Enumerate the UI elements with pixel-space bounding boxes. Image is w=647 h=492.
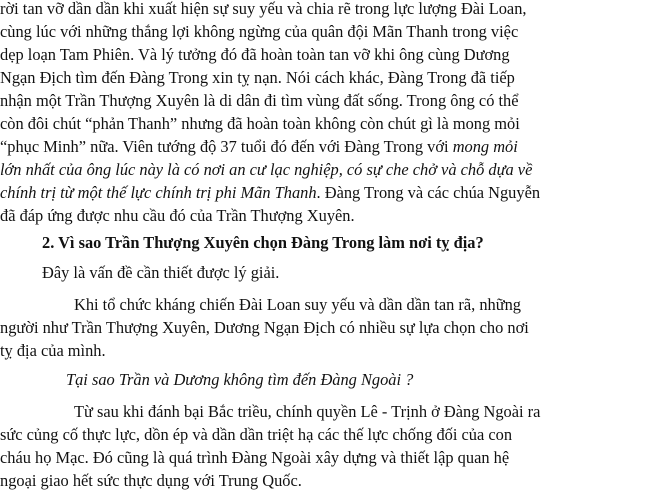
text-line [0,136,647,158]
text-line: ngoại giao hết sức thực dụng với Trung Quốc. [0,471,302,490]
text-line [0,182,647,204]
text-line: còn đôi chút “phản Thanh” nhưng đã hoàn toàn không còn chút gì là mong mỏi [0,114,520,133]
text-line: người như Trần Thượng Xuyên, Dương Ngạn Địch có nhiều sự lựa chọn cho nơi [0,318,529,337]
text-line: Từ sau khi đánh bại Bắc triều, chính quyền Lê - Trịnh ở Đàng Ngoài ra [74,402,541,421]
text-line: rời tan vỡ dần dần khi xuất hiện sự suy yếu và chia rẽ trong lực lượng Đài Loan, [0,0,527,18]
text-line: nhận một Trần Thượng Xuyên là di dân đi tìm vùng đất sống. Trong ông có thể [0,91,519,110]
text-line: cháu họ Mạc. Đó cũng là quá trình Đàng Ngoài xây dựng và thiết lập quan hệ [0,448,510,467]
text-line: Khi tổ chức kháng chiến Đài Loan suy yếu và dần dần tan rã, những [74,295,521,314]
text-line: dẹp loạn Tam Phiên. Và lý tưởng đó đã hoàn toàn tan vỡ khi ông cùng Dương [0,45,510,64]
text-line: tỵ địa của mình. [0,341,106,360]
text-line: đã đáp ứng được nhu cầu đó của Trần Thượng Xuyên. [0,206,355,225]
text-line: sức củng cố thực lực, dồn ép và dần dần triệt hạ các thế lực chống đối của con [0,425,513,444]
text-segment: “phục Minh” nữa. Viên tướng độ 37 tuổi đó đến với Đàng Trong với [0,137,453,156]
italic-text-line: lớn nhất của ông lúc này là có nơi an cư lạc nghiệp, có sự che chở và chỗ dựa về [0,160,533,179]
text-segment: . Đàng Trong và các chúa Nguyễn [316,183,541,202]
italic-text-segment: mong mỏi [452,137,518,156]
italic-text-segment: chính trị từ một thế lực chính trị phi Mãn Thanh [0,183,317,202]
section-heading: 2. Vì sao Trần Thượng Xuyên chọn Đàng Trong làm nơi tỵ địa? [42,233,484,252]
text-line: Đây là vấn đề cần thiết được lý giải. [42,263,280,282]
text-line: Ngạn Địch tìm đến Đàng Trong xin tỵ nạn. Nói cách khác, Đàng Trong đã tiếp [0,68,515,87]
question-line: Tại sao Trần và Dương không tìm đến Đàng Ngoài ? [66,370,414,389]
text-line: cùng lúc với những thắng lợi không ngừng của quân đội Mãn Thanh trong việc [0,22,519,41]
